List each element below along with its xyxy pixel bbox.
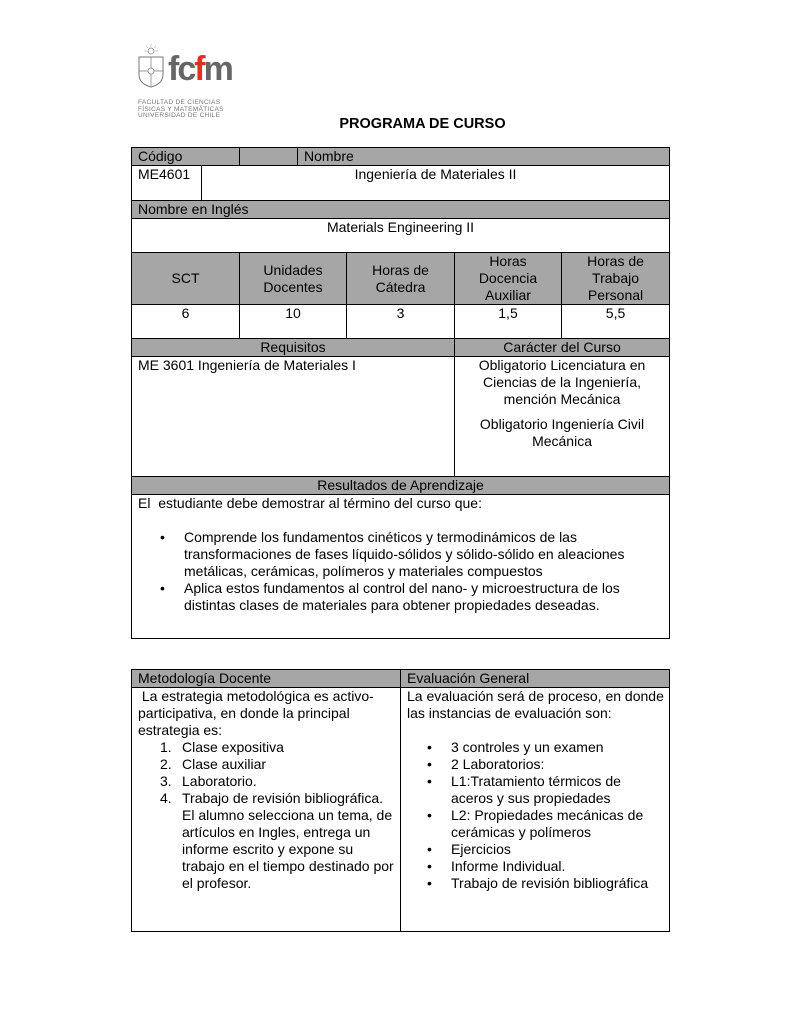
- logo-subtitle: FACULTAD DE CIENCIAS FÍSICAS Y MATEMÁTICAS UNIVERSIDAD DE CHILE: [138, 99, 224, 119]
- page-title: PROGRAMA DE CURSO: [339, 116, 506, 132]
- english-name: Materials Engineering II: [132, 219, 670, 253]
- credits-header-sct: SCT: [132, 253, 240, 305]
- evaluation-body: [401, 688, 670, 932]
- course-code: ME4601: [138, 166, 191, 182]
- course-code-name-row: [132, 166, 670, 201]
- requirements-value: ME 3601 Ingeniería de Materiales I: [132, 357, 455, 477]
- list-item: • Comprende los fundamentos cinéticos y termodinámicos de las transformaciones de fases líquido-sólidos y sólido-sólido en aleaciones metálicas, cerámicas, polímeros y materiales compuestos: [184, 529, 633, 580]
- list-item: • 3 controles y un examen: [451, 739, 665, 756]
- list-item: • L2: Propiedades mecánicas de cerámicas y polímeros: [451, 807, 665, 841]
- methodology-intro: La estrategia metodológica es activo-participativa, en donde la principal estrategia es:: [138, 688, 374, 738]
- evaluation-label: Evaluación General: [401, 670, 670, 688]
- character-value: Obligatorio Licenciatura en Ciencias de la Ingeniería, mención Mecánica Obligatorio Ingeniería Civil Mecánica: [455, 357, 670, 477]
- learning-outcomes-list: [138, 529, 663, 614]
- methodology-label: Metodología Docente: [132, 670, 401, 688]
- credits-value-lecture-hours: 3: [347, 305, 455, 339]
- fcfm-logo: [136, 44, 256, 120]
- list-item: • L1:Tratamiento térmicos de aceros y sus propiedades: [451, 773, 665, 807]
- methodology-list: [138, 739, 396, 892]
- methodology-body: [132, 688, 401, 932]
- logo-wordmark: fcfm: [168, 50, 232, 88]
- credits-value-personal-hours: 5,5: [562, 305, 670, 339]
- learning-outcomes-intro: El estudiante debe demostrar al término del curso que:: [138, 495, 482, 511]
- methodology-evaluation-table: [131, 669, 670, 932]
- learning-outcomes-body: [132, 495, 670, 639]
- character-label: Carácter del Curso: [455, 339, 670, 357]
- course-table: [131, 147, 670, 639]
- list-item: • Informe Individual.: [451, 858, 665, 875]
- list-item: 3. Laboratorio.: [160, 773, 257, 789]
- list-item: • Trabajo de revisión bibliográfica: [451, 875, 665, 892]
- evaluation-intro: La evaluación será de proceso, en donde las instancias de evaluación son:: [407, 688, 664, 721]
- list-item: • Aplica estos fundamentos al control del nano- y microestructura de los distintas clases de materiales para obtener propiedades deseadas.: [184, 580, 633, 614]
- learning-outcomes-label: Resultados de Aprendizaje: [132, 477, 670, 495]
- university-crest-icon: [136, 44, 166, 88]
- name-label: Nombre: [240, 148, 670, 166]
- credits-header-lecture-hours: Horas de Cátedra: [347, 253, 455, 305]
- list-item: 1. Clase expositiva: [160, 739, 284, 755]
- credits-value-units: 10: [240, 305, 347, 339]
- code-label: Código: [132, 148, 240, 166]
- list-item: • Ejercicios: [451, 841, 665, 858]
- credits-value-sct: 6: [132, 305, 240, 339]
- credits-header-units: Unidades Docentes: [240, 253, 347, 305]
- requirements-label: Requisitos: [132, 339, 455, 357]
- credits-value-aux-hours: 1,5: [455, 305, 562, 339]
- course-name: Ingeniería de Materiales II: [201, 166, 669, 200]
- evaluation-list: [407, 739, 665, 892]
- credits-header-aux-hours: Horas Docencia Auxiliar: [455, 253, 562, 305]
- list-item: 2. Clase auxiliar: [160, 756, 267, 772]
- english-name-label: Nombre en Inglés: [132, 201, 670, 219]
- credits-header-personal-hours: Horas de Trabajo Personal: [562, 253, 670, 305]
- list-item: 4. Trabajo de revisión bibliográfica. El alumno selecciona un tema, de artículos en Ingles, entrega un informe escrito y expone su trabajo en el tiempo destinado por el profesor.: [160, 790, 394, 891]
- list-item: • 2 Laboratorios:: [451, 756, 665, 773]
